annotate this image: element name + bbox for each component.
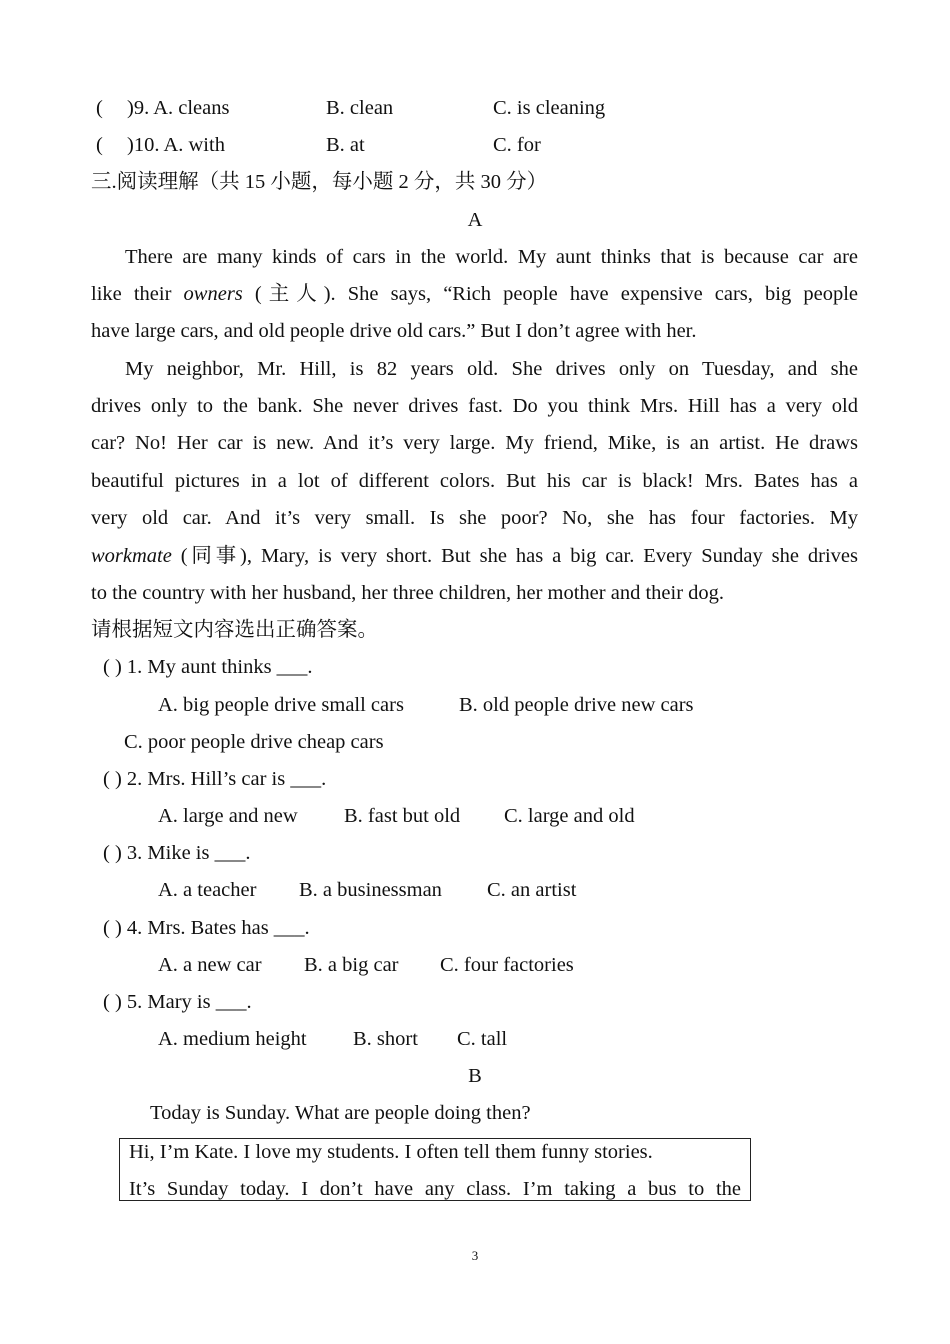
question-stem: ( ) 3. Mike is ___. [103,842,251,864]
question-option: C. tall [457,1028,508,1050]
question-option: B. a businessman [299,879,442,901]
question-option: B. a big car [304,954,399,976]
question-option: B. short [353,1028,418,1050]
section-title: 三.阅读理解（共 15 小题，每小题 2 分，共 30 分） [91,171,548,193]
passage-a-line: My neighbor, Mr. Hill, is 82 years old. She drives only on Tuesday, and she [125,358,858,380]
item-9-bracket: ( [96,97,103,119]
item-10-option-c: C. for [493,134,541,156]
page-number: 3 [471,1248,479,1263]
question-option: C. four factories [440,954,574,976]
item-9-option-b: B. clean [326,97,394,119]
question-option: A. large and new [158,805,298,827]
item-10-option-a: )10. A. with [127,134,225,156]
question-option: A. medium height [158,1028,307,1050]
question-option: B. fast but old [344,805,461,827]
part-b-intro: Today is Sunday. What are people doing then? [150,1102,531,1124]
part-a-label: A [467,209,483,231]
passage-a-line: have large cars, and old people drive old cars.” But I don’t agree with her. [91,320,697,342]
passage-a-line: There are many kinds of cars in the world. My aunt thinks that is because car are [125,246,858,268]
question-stem: ( ) 4. Mrs. Bates has ___. [103,917,310,939]
question-option: A. a teacher [158,879,257,901]
box-line: Hi, I’m Kate. I love my students. I often tell them funny stories. [129,1141,653,1163]
item-9-option-a: )9. A. cleans [127,97,230,119]
instruction: 请根据短文内容选出正确答案。 [91,619,378,641]
question-stem: ( ) 5. Mary is ___. [103,991,252,1013]
question-stem: ( ) 2. Mrs. Hill’s car is ___. [103,768,327,790]
passage-a-line: car? No! Her car is new. And it’s very large. My friend, Mike, is an artist. He draws [91,432,858,454]
passage-a-line: like their owners (主人). She says, “Rich people have expensive cars, big people [91,283,858,305]
item-10-option-b: B. at [326,134,365,156]
item-9-option-c: C. is cleaning [493,97,606,119]
workmate-word: workmate [91,545,172,567]
question-stem: ( ) 1. My aunt thinks ___. [103,656,313,678]
question-option: A. big people drive small cars [158,694,404,716]
owners-word: owners [183,283,243,305]
passage-a-line: very old car. And it’s very small. Is she poor? No, she has four factories. My [91,507,858,529]
question-option: C. an artist [487,879,577,901]
question-option: B. old people drive new cars [459,694,694,716]
part-b-label: B [468,1065,482,1087]
item-10-bracket: ( [96,134,103,156]
question-option: A. a new car [158,954,262,976]
passage-a-line: workmate (同事), Mary, is very short. But she has a big car. Every Sunday she drives [91,545,858,567]
question-option: C. large and old [504,805,635,827]
passage-a-line: to the country with her husband, her three children, her mother and their dog. [91,582,725,604]
passage-a-line: drives only to the bank. She never drives fast. Do you think Mrs. Hill has a very old [91,395,858,417]
question-option: C. poor people drive cheap cars [124,731,384,753]
box-line: It’s Sunday today. I don’t have any class. I’m taking a bus to the [129,1178,741,1200]
kate-text-box [119,1138,751,1201]
passage-a-line: beautiful pictures in a lot of different colors. But his car is black! Mrs. Bates has a [91,470,858,492]
